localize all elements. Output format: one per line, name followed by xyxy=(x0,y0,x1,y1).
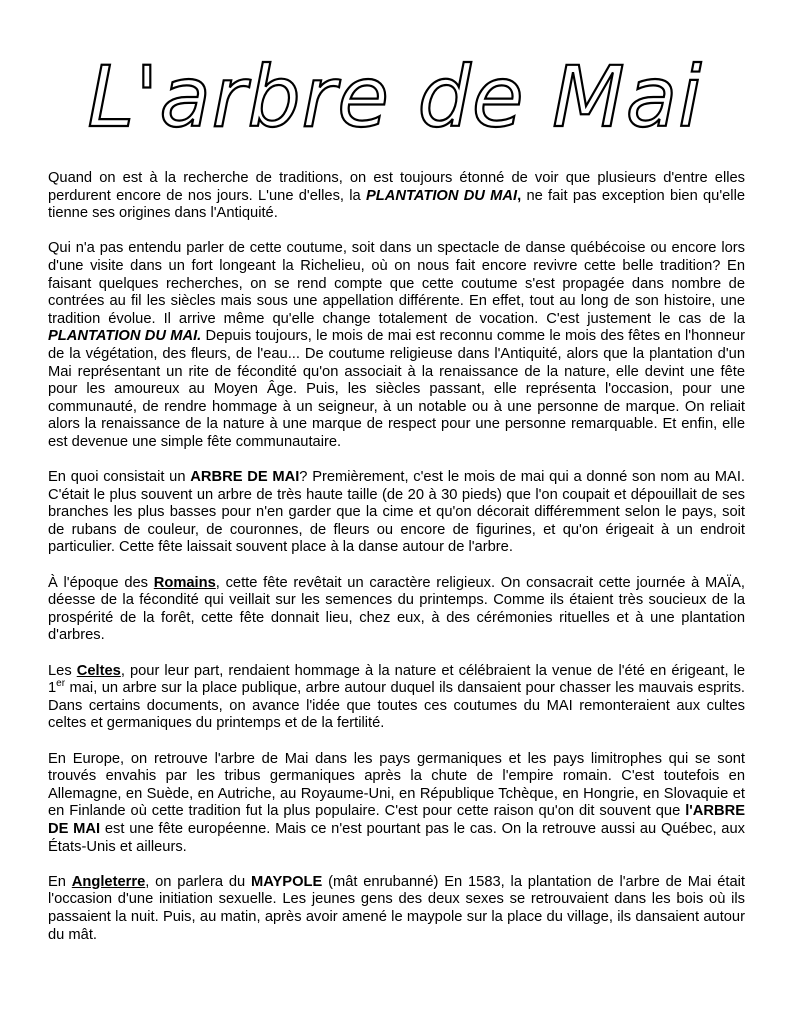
p5-emphasis: Celtes xyxy=(76,662,121,679)
document-title xyxy=(0,38,791,142)
paragraph-angleterre xyxy=(48,874,745,944)
p1-text-a: Quand on est à la recherche de traditions, on est toujours étonné de voir que plusieurs d'entre elles perdurent encore de nos jours. L'une d'elles, la xyxy=(48,170,745,204)
p3-text-a: En quoi consistait un xyxy=(48,469,191,486)
paragraph-celtes xyxy=(48,663,745,733)
paragraph-intro xyxy=(48,170,745,223)
document-body xyxy=(48,170,745,962)
p6-text-c: est une fête européenne. Mais ce n'est pourtant pas le cas. On la retrouve aussi au Québec, aux États-Unis et ailleurs. xyxy=(48,820,745,855)
p5-superscript: er xyxy=(56,678,66,690)
p4-emphasis: Romains xyxy=(153,574,216,591)
p3-emphasis: ARBRE DE MAI xyxy=(190,469,300,486)
p4-text-a: À l'époque des xyxy=(48,574,154,591)
p6-text-a: En Europe, on retrouve l'arbre de Mai dans les pays germaniques et les pays limitrophes qui se sont trouvés envahis par les tribus germaniques après la chute de l'empire romain. C'est toutefois en Allemagne, en Suède, en Autriche, au Royaume-Uni, en République Tchèque, en Hongrie, en Slovaquie et en Finlande où cette tradition fut la plus populaire. C'est pour cette raison qu'on dit souvent que xyxy=(48,750,745,820)
p6-emphasis: l'ARBRE DE MAI xyxy=(48,803,745,837)
p1-comma: , xyxy=(517,187,522,204)
p7-emphasis-b: MAYPOLE xyxy=(250,873,323,890)
p7-text-e: (mât enrubanné) En 1583, la plantation de l'arbre de Mai était l'occasion d'une initiation sexuelle. Les jeunes gens des deux sexes se retrouvaient dans les bois où ils passaient la nuit. Puis, au matin, après avoir amené le maypole sur la place du village, ils dansaient autour du mât. xyxy=(48,873,746,943)
p3-text-c: ? Premièrement, c'est le mois de mai qui a donné son nom au MAI. C'était le plus souvent un arbre de très haute taille (de 20 à 30 pieds) que l'on coupait et dépouillait de ses branches les plus basses pour n'en garder que la cime et qu'on décorait différemment selon le pays, soit de rubans de couleur, de couronnes, de fleurs ou encore de figurines, et qu'on érigeait à un endroit particulier. Cette fête laissait souvent place à la danse autour de l'arbre. xyxy=(48,469,745,556)
p2-text-a: Qui n'a pas entendu parler de cette coutume, soit dans un spectacle de danse québécoise ou encore lors d'une visite dans un fort longeant la Richelieu, où on nous fait encore revivre cette belle tradition? En faisant quelques recherches, on se rend compte que cette coutume s'est propagée dans nombre de contrées au fil les siècles mais sous une appellation différente. En effet, tout au long de son histoire, une tradition évolue. Il arrive même qu'elle change totalement de vocation. C'est justement le cas de la xyxy=(48,240,745,327)
p1-text-c: ne fait pas exception bien qu'elle tienne ses origines dans l'Antiquité. xyxy=(48,187,746,222)
paragraph-definition xyxy=(48,469,745,557)
p1-emphasis: PLANTATION DU MAI xyxy=(365,187,518,204)
p5-text-a: Les xyxy=(48,662,77,679)
p7-text-a: En xyxy=(48,873,72,890)
title-text: L'arbre de Mai xyxy=(87,48,703,142)
p7-emphasis-a: Angleterre xyxy=(71,873,146,890)
p5-text-c: , pour leur part, rendaient hommage à la nature et célébraient la venue de l'été en érigeant, le 1 xyxy=(48,662,745,697)
paragraph-romains xyxy=(48,575,745,645)
p7-text-c: , on parlera du xyxy=(145,873,251,890)
p2-text-c: Depuis toujours, le mois de mai est reconnu comme le mois des fêtes en l'honneur de la végétation, des fleurs, de l'eau... De coutume religieuse dans l'Antiquité, alors que la plantation d'un Mai représentant un rite de fécondité qu'on associait à la renaissance de la nature, elle devint une fête pour les amoureux au Moyen Âge. Puis, les siècles passant, elle représenta l'occasion, pour une communauté, de rendre hommage à un seigneur, à un notable ou à une personne de marque. On reliait alors la renaissance de la nature à une marque de respect pour une personne remarquable. Et enfin, elle est devenue une simple fête communautaire. xyxy=(48,328,745,450)
p4-text-c: , cette fête revêtait un caractère religieux. On consacrait cette journée à MAÏA, déesse de la fécondité qui veillait sur les semences du printemps. Comme ils étaient très soucieux de la prospérité de la forêt, cette fête donnait lieu, chez eux, à des cérémonies rituelles et à une plantation d'arbres. xyxy=(48,574,745,644)
p5-text-d: mai, un arbre sur la place publique, arbre autour duquel ils dansaient pour chasser les mauvais esprits. Dans certains documents, on avance l'idée que toutes ces coutumes du MAI remonteraient aux cultes celtes et germaniques du printemps et de la fertilité. xyxy=(48,680,745,732)
paragraph-history xyxy=(48,240,745,451)
paragraph-europe xyxy=(48,751,745,857)
p2-emphasis: PLANTATION DU MAI. xyxy=(48,328,202,345)
